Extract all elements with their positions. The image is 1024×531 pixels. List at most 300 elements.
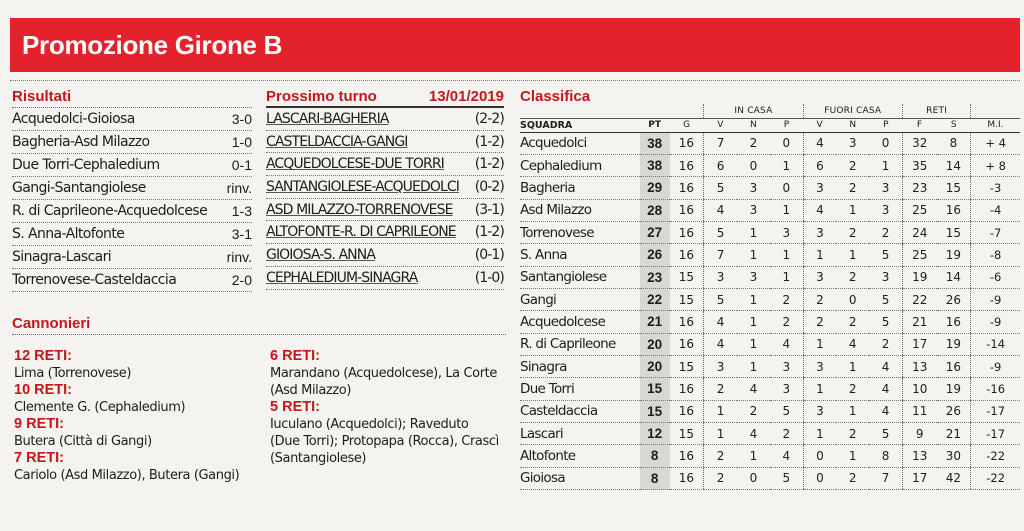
mi-value: -14	[971, 333, 1020, 355]
scorer-names: Butera (Città di Gangi)	[14, 434, 152, 449]
divider	[10, 80, 1020, 81]
away-losses: 8	[869, 445, 902, 467]
away-draws: 1	[836, 445, 869, 467]
home-draws: 0	[737, 467, 770, 489]
next-match-row	[266, 267, 504, 290]
col-points: PT	[640, 118, 670, 132]
team-name: Bagheria	[520, 177, 640, 199]
goals-count: 6 RETI:	[270, 348, 320, 364]
goals-for: 11	[902, 400, 936, 422]
mi-value: -9	[971, 288, 1020, 310]
home-losses: 2	[770, 422, 803, 444]
away-losses: 3	[869, 177, 902, 199]
points: 38	[640, 154, 670, 176]
home-wins: 7	[704, 244, 737, 266]
home-draws: 3	[737, 177, 770, 199]
away-wins: 3	[803, 355, 836, 377]
home-losses: 5	[770, 400, 803, 422]
previous-result: (3-1)	[474, 201, 504, 218]
home-wins: 5	[704, 288, 737, 310]
played: 15	[670, 266, 704, 288]
away-draws: 2	[836, 467, 869, 489]
group-away: FUORI CASA	[803, 104, 902, 118]
result-score: rinv.	[226, 180, 252, 196]
mi-value: -7	[971, 221, 1020, 243]
goals-for: 10	[902, 378, 936, 400]
goals-for: 24	[902, 221, 936, 243]
away-losses: 7	[869, 467, 902, 489]
goals-for: 19	[902, 266, 936, 288]
result-row	[12, 108, 252, 131]
home-draws: 1	[737, 244, 770, 266]
away-losses: 1	[869, 154, 902, 176]
previous-result: (1-2)	[474, 133, 504, 150]
played: 16	[670, 244, 704, 266]
away-wins: 1	[803, 422, 836, 444]
previous-result: (1-0)	[474, 269, 504, 286]
next-match-row	[266, 131, 504, 154]
next-match-row	[266, 108, 504, 131]
played: 16	[670, 311, 704, 333]
goals-for: 35	[902, 154, 936, 176]
previous-result: (1-2)	[474, 224, 504, 241]
result-match: S. Anna-Altofonte	[12, 226, 125, 242]
points: 8	[640, 445, 670, 467]
home-losses: 4	[770, 333, 803, 355]
goals-for: 21	[902, 311, 936, 333]
next-round-date: 13/01/2019	[428, 88, 504, 105]
standings-row	[520, 288, 1020, 310]
away-draws: 0	[836, 288, 869, 310]
away-wins: 1	[803, 244, 836, 266]
home-wins: 2	[704, 467, 737, 489]
home-wins: 4	[704, 333, 737, 355]
home-wins: 5	[704, 177, 737, 199]
results-list	[12, 108, 252, 292]
away-losses: 2	[869, 221, 902, 243]
col-home-losses: P	[770, 118, 803, 132]
standings-row	[520, 333, 1020, 355]
home-losses: 0	[770, 177, 803, 199]
team-name: Acquedolci	[520, 132, 640, 154]
scorer-names: Iuculano (Acquedolci); Raveduto (Due Torri); Protopapa (Rocca), Crascì (Santangiolese)	[270, 417, 499, 466]
result-match: Bagheria-Asd Milazzo	[12, 134, 150, 150]
mi-value: -16	[971, 378, 1020, 400]
standings-row	[520, 311, 1020, 333]
scorer-names: Marandano (Acquedolcese), La Corte (Asd Milazzo)	[270, 366, 497, 398]
goals-for: 9	[902, 422, 936, 444]
team-name: R. di Caprileone	[520, 333, 640, 355]
next-match: CASTELDACCIA-GANGI	[266, 133, 408, 150]
home-losses: 1	[770, 199, 803, 221]
next-match-row	[266, 176, 504, 199]
home-wins: 1	[704, 422, 737, 444]
played: 15	[670, 355, 704, 377]
col-goals-against: S	[937, 118, 971, 132]
result-match: Due Torri-Cephaledium	[12, 157, 160, 173]
home-draws: 4	[737, 422, 770, 444]
previous-result: (0-1)	[474, 247, 504, 264]
home-wins: 5	[704, 221, 737, 243]
result-match: Sinagra-Lascari	[12, 249, 112, 265]
home-wins: 2	[704, 378, 737, 400]
goals-count: 12 RETI:	[14, 348, 73, 364]
away-draws: 1	[836, 355, 869, 377]
goals-against: 19	[937, 244, 971, 266]
away-losses: 4	[869, 378, 902, 400]
away-losses: 3	[869, 266, 902, 288]
home-draws: 1	[737, 355, 770, 377]
home-wins: 2	[704, 445, 737, 467]
next-round-header	[266, 86, 504, 108]
mi-value: -3	[971, 177, 1020, 199]
result-score: 0-1	[231, 157, 252, 173]
goals-against: 16	[937, 311, 971, 333]
group-header-row	[520, 104, 1020, 118]
previous-result: (1-2)	[474, 156, 504, 173]
title-banner	[10, 18, 1020, 72]
next-round-list	[266, 108, 504, 290]
away-wins: 3	[803, 177, 836, 199]
team-name: Due Torri	[520, 378, 640, 400]
group-home: IN CASA	[704, 104, 803, 118]
goals-against: 16	[937, 355, 971, 377]
col-goals-for: F	[902, 118, 936, 132]
away-wins: 1	[803, 378, 836, 400]
group-goals: RETI	[902, 104, 970, 118]
scorer-names: Cariolo (Asd Milazzo), Butera (Gangi)	[14, 468, 240, 483]
home-losses: 5	[770, 467, 803, 489]
home-draws: 1	[737, 333, 770, 355]
home-draws: 2	[737, 132, 770, 154]
away-losses: 5	[869, 244, 902, 266]
played: 16	[670, 221, 704, 243]
next-match: ACQUEDOLCESE-DUE TORRI	[266, 156, 444, 173]
goals-count: 5 RETI:	[270, 399, 320, 415]
home-draws: 1	[737, 445, 770, 467]
standings-table	[520, 104, 1020, 490]
mi-value: -9	[971, 355, 1020, 377]
away-draws: 1	[836, 400, 869, 422]
col-away-draws: N	[836, 118, 869, 132]
page-title: Promozione Girone B	[22, 30, 283, 60]
next-match: ALTOFONTE-R. DI CAPRILEONE	[266, 224, 456, 241]
scorer-names: Clemente G. (Cephaledium)	[14, 400, 186, 415]
away-draws: 1	[836, 244, 869, 266]
home-draws: 4	[737, 378, 770, 400]
next-match: ASD MILAZZO-TORRENOVESE	[266, 201, 453, 218]
home-draws: 0	[737, 154, 770, 176]
played: 16	[670, 154, 704, 176]
goals-against: 19	[937, 333, 971, 355]
scorers-title: Cannonieri	[12, 313, 506, 335]
col-away-wins: V	[803, 118, 836, 132]
mi-value: + 8	[971, 154, 1020, 176]
home-losses: 0	[770, 132, 803, 154]
result-row	[12, 131, 252, 154]
standings-row	[520, 355, 1020, 377]
away-wins: 6	[803, 154, 836, 176]
mi-value: -9	[971, 311, 1020, 333]
goals-against: 26	[937, 400, 971, 422]
col-played: G	[670, 118, 704, 132]
away-wins: 2	[803, 311, 836, 333]
away-wins: 3	[803, 266, 836, 288]
col-away-losses: P	[869, 118, 902, 132]
results-section	[12, 86, 252, 292]
away-wins: 0	[803, 445, 836, 467]
col-mi: M.I.	[971, 118, 1020, 132]
home-wins: 1	[704, 400, 737, 422]
result-match: R. di Caprileone-Acquedolcese	[12, 203, 208, 219]
away-losses: 5	[869, 422, 902, 444]
next-match: GIOIOSA-S. ANNA	[266, 247, 376, 264]
team-name: Acquedolcese	[520, 311, 640, 333]
away-draws: 2	[836, 378, 869, 400]
away-wins: 2	[803, 288, 836, 310]
column-header-row	[520, 118, 1020, 132]
standings-row	[520, 244, 1020, 266]
home-draws: 1	[737, 311, 770, 333]
away-draws: 1	[836, 199, 869, 221]
away-draws: 2	[836, 311, 869, 333]
home-wins: 3	[704, 355, 737, 377]
results-title: Risultati	[12, 86, 252, 108]
standings-row	[520, 154, 1020, 176]
away-wins: 4	[803, 199, 836, 221]
team-name: Cephaledium	[520, 154, 640, 176]
goals-for: 17	[902, 467, 936, 489]
result-score: 3-0	[231, 111, 252, 127]
goals-against: 8	[937, 132, 971, 154]
result-score: 1-3	[231, 203, 252, 219]
points: 15	[640, 400, 670, 422]
standings-body	[520, 132, 1020, 490]
away-draws: 4	[836, 333, 869, 355]
away-draws: 2	[836, 177, 869, 199]
next-round-title: Prossimo turno	[266, 88, 377, 105]
away-draws: 2	[836, 266, 869, 288]
home-losses: 2	[770, 288, 803, 310]
goals-against: 14	[937, 266, 971, 288]
team-name: Santangiolese	[520, 266, 640, 288]
away-draws: 3	[836, 132, 869, 154]
result-score: rinv.	[226, 249, 252, 265]
away-losses: 5	[869, 288, 902, 310]
result-score: 1-0	[231, 134, 252, 150]
goals-for: 17	[902, 333, 936, 355]
goals-against: 30	[937, 445, 971, 467]
goals-against: 26	[937, 288, 971, 310]
next-match: SANTANGIOLESE-ACQUEDOLCI	[266, 179, 459, 196]
result-row	[12, 177, 252, 200]
points: 20	[640, 355, 670, 377]
goals-count: 9 RETI:	[14, 416, 64, 432]
goals-against: 15	[937, 221, 971, 243]
played: 16	[670, 400, 704, 422]
goals-for: 13	[902, 355, 936, 377]
next-round-section	[266, 86, 504, 290]
next-match-row	[266, 244, 504, 267]
goals-against: 15	[937, 177, 971, 199]
home-wins: 3	[704, 266, 737, 288]
points: 12	[640, 422, 670, 444]
team-name: Casteldaccia	[520, 400, 640, 422]
away-wins: 0	[803, 467, 836, 489]
points: 15	[640, 378, 670, 400]
standings-row	[520, 400, 1020, 422]
mi-value: -8	[971, 244, 1020, 266]
home-losses: 1	[770, 154, 803, 176]
away-draws: 2	[836, 221, 869, 243]
standings-row	[520, 199, 1020, 221]
points: 38	[640, 132, 670, 154]
played: 15	[670, 288, 704, 310]
away-draws: 2	[836, 422, 869, 444]
points: 28	[640, 199, 670, 221]
home-losses: 3	[770, 355, 803, 377]
standings-title: Classifica	[520, 88, 591, 105]
result-match: Gangi-Santangiolese	[12, 180, 146, 196]
standings-row	[520, 378, 1020, 400]
home-draws: 3	[737, 266, 770, 288]
away-losses: 4	[869, 355, 902, 377]
played: 16	[670, 378, 704, 400]
next-match-row	[266, 199, 504, 222]
away-losses: 4	[869, 400, 902, 422]
result-match: Torrenovese-Casteldaccia	[12, 272, 177, 288]
mi-value: -4	[971, 199, 1020, 221]
next-match-row	[266, 221, 504, 244]
team-name: Altofonte	[520, 445, 640, 467]
scorers-left-column	[14, 348, 244, 484]
goals-for: 23	[902, 177, 936, 199]
team-name: Lascari	[520, 422, 640, 444]
played: 16	[670, 177, 704, 199]
goals-for: 22	[902, 288, 936, 310]
result-row	[12, 246, 252, 269]
team-name: Asd Milazzo	[520, 199, 640, 221]
standings-row	[520, 467, 1020, 489]
goals-for: 25	[902, 244, 936, 266]
away-wins: 3	[803, 221, 836, 243]
home-losses: 1	[770, 244, 803, 266]
standings-row	[520, 266, 1020, 288]
goals-for: 25	[902, 199, 936, 221]
standings-section	[520, 86, 1020, 487]
points: 27	[640, 221, 670, 243]
next-match: LASCARI-BAGHERIA	[266, 111, 389, 127]
home-losses: 3	[770, 378, 803, 400]
standings-row	[520, 422, 1020, 444]
home-draws: 3	[737, 199, 770, 221]
mi-value: -22	[971, 445, 1020, 467]
points: 21	[640, 311, 670, 333]
away-wins: 1	[803, 333, 836, 355]
goals-for: 32	[902, 132, 936, 154]
col-team: SQUADRA	[520, 118, 640, 132]
goals-against: 21	[937, 422, 971, 444]
goals-against: 19	[937, 378, 971, 400]
goals-against: 42	[937, 467, 971, 489]
away-losses: 2	[869, 333, 902, 355]
scorer-names: Lima (Torrenovese)	[14, 366, 132, 381]
points: 20	[640, 333, 670, 355]
team-name: Torrenovese	[520, 221, 640, 243]
away-wins: 3	[803, 400, 836, 422]
home-wins: 4	[704, 311, 737, 333]
team-name: S. Anna	[520, 244, 640, 266]
previous-result: (0-2)	[474, 179, 504, 196]
points: 8	[640, 467, 670, 489]
result-row	[12, 223, 252, 246]
result-row	[12, 154, 252, 177]
col-home-draws: N	[737, 118, 770, 132]
goals-for: 13	[902, 445, 936, 467]
points: 26	[640, 244, 670, 266]
mi-value: -6	[971, 266, 1020, 288]
home-wins: 4	[704, 199, 737, 221]
home-losses: 4	[770, 445, 803, 467]
standings-row	[520, 221, 1020, 243]
home-wins: 7	[704, 132, 737, 154]
mi-value: -22	[971, 467, 1020, 489]
home-draws: 1	[737, 221, 770, 243]
standings-row	[520, 132, 1020, 154]
team-name: Gioiosa	[520, 467, 640, 489]
away-losses: 3	[869, 199, 902, 221]
goals-count: 7 RETI:	[14, 450, 64, 466]
mi-value: + 4	[971, 132, 1020, 154]
points: 22	[640, 288, 670, 310]
home-losses: 2	[770, 311, 803, 333]
goals-count: 10 RETI:	[14, 382, 73, 398]
team-name: Sinagra	[520, 355, 640, 377]
scorers-right-column	[270, 348, 500, 467]
goals-against: 16	[937, 199, 971, 221]
result-score: 2-0	[231, 272, 252, 288]
points: 23	[640, 266, 670, 288]
result-match: Acquedolci-Gioiosa	[12, 111, 135, 127]
result-row	[12, 200, 252, 223]
away-losses: 5	[869, 311, 902, 333]
standings-row	[520, 445, 1020, 467]
goals-against: 14	[937, 154, 971, 176]
result-score: 3-1	[231, 226, 252, 242]
away-wins: 4	[803, 132, 836, 154]
mi-value: -17	[971, 400, 1020, 422]
played: 16	[670, 445, 704, 467]
scorers-section	[12, 313, 506, 343]
standings-row	[520, 177, 1020, 199]
team-name: Gangi	[520, 288, 640, 310]
played: 16	[670, 467, 704, 489]
home-losses: 3	[770, 221, 803, 243]
previous-result: (2-2)	[474, 111, 504, 127]
played: 16	[670, 333, 704, 355]
played: 15	[670, 422, 704, 444]
next-match-row	[266, 153, 504, 176]
points: 29	[640, 177, 670, 199]
home-draws: 2	[737, 400, 770, 422]
played: 16	[670, 199, 704, 221]
home-losses: 1	[770, 266, 803, 288]
col-home-wins: V	[704, 118, 737, 132]
away-draws: 2	[836, 154, 869, 176]
played: 16	[670, 132, 704, 154]
next-match: CEPHALEDIUM-SINAGRA	[266, 269, 418, 286]
mi-value: -17	[971, 422, 1020, 444]
